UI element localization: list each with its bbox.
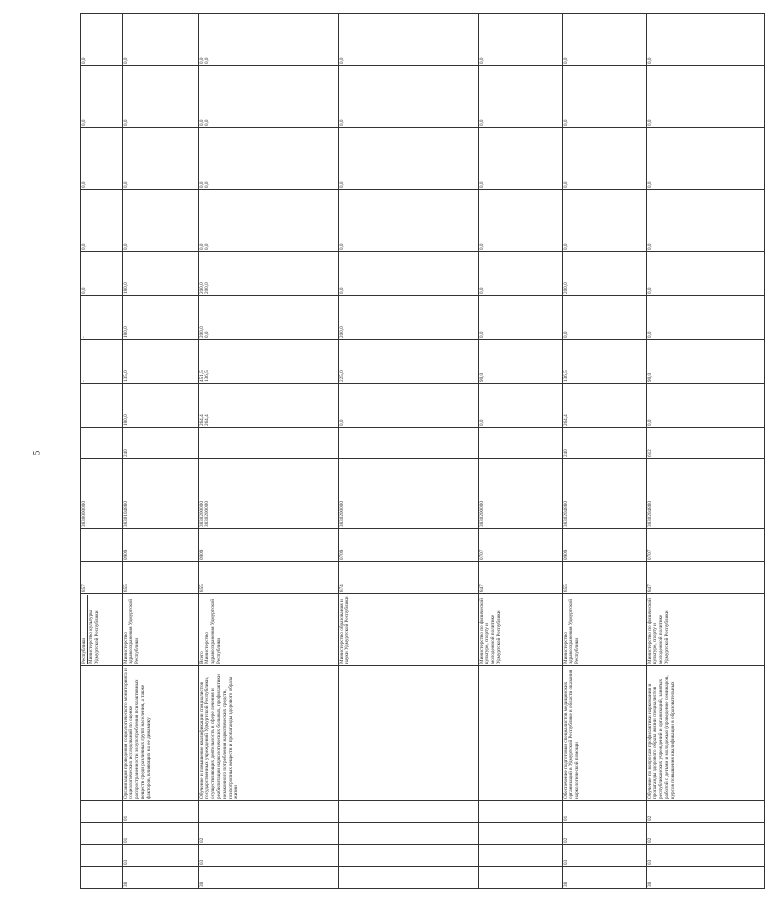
cell-rz <box>123 529 199 562</box>
cell-value: 0,0 <box>80 57 87 64</box>
cell-value: 0,0 <box>646 287 653 294</box>
cell-v2 <box>563 340 647 384</box>
cell-v3 <box>647 296 765 340</box>
cell-value: 0,0 <box>338 287 345 294</box>
cell-v5 <box>81 190 123 252</box>
cell-value: 200,0 <box>338 326 345 338</box>
rotated-table-frame <box>80 14 676 889</box>
cell-om: 02 <box>199 823 339 845</box>
cell-gp: 38 <box>563 867 647 889</box>
cell-vr <box>81 428 123 459</box>
cell-value: 847 <box>478 584 485 592</box>
cell-v2 <box>339 340 479 384</box>
cell-v2 <box>81 340 123 384</box>
cell-value: 264,4 <box>198 414 205 426</box>
cell-om <box>339 823 479 845</box>
cell-value: 0,0 <box>122 243 129 250</box>
cell-value: 0,0 <box>562 57 569 64</box>
cell-value: 0,0 <box>478 331 485 338</box>
cell-value: 3830204880 <box>562 501 569 527</box>
cell-cs <box>479 459 563 529</box>
cell-value: 264,4 <box>204 414 211 426</box>
cell-value: 200,0 <box>562 282 569 294</box>
table-row <box>81 14 123 889</box>
cell-name <box>479 666 563 801</box>
cell-om: 01 <box>123 823 199 845</box>
cell-gp: 38 <box>123 867 199 889</box>
cell-value: 3830104880 <box>122 501 129 527</box>
cell-value: 180,0 <box>122 326 129 338</box>
cell-vr <box>339 428 479 459</box>
cell-pp <box>81 845 123 867</box>
cell-value: 0,0 <box>478 287 485 294</box>
cell-value: 135,0 <box>122 370 129 382</box>
cell-value: 0,0 <box>338 181 345 188</box>
cell-v3 <box>199 296 339 340</box>
cell-v8 <box>339 14 479 66</box>
cell-v3 <box>339 296 479 340</box>
table-row <box>199 14 339 889</box>
cell-exec <box>563 594 647 666</box>
cell-grbs <box>479 562 563 594</box>
cell-v3 <box>81 296 123 340</box>
cell-v7 <box>199 66 339 128</box>
cell-v2 <box>123 340 199 384</box>
cell-value: 0,0 <box>198 181 205 188</box>
cell-v5 <box>563 190 647 252</box>
table-row <box>339 14 479 889</box>
cell-value: 0,0 <box>80 181 87 188</box>
cell-name: Организация проведения социологического мониторинга и социологических исследований по оценке распространенности злоупотребления психоактивных веществ среди различных групп населения, а также факторов, влияющих на ее динамику <box>123 666 199 801</box>
cell-value: 0,0 <box>646 243 653 250</box>
cell-value: 0,0 <box>338 57 345 64</box>
cell-v1 <box>339 384 479 428</box>
cell-grbs <box>123 562 199 594</box>
cell-value: - <box>80 380 87 382</box>
cell-value: 0,0 <box>478 181 485 188</box>
cell-v3 <box>479 296 563 340</box>
cell-value: 0909 <box>122 549 129 560</box>
cell-m <box>479 801 563 823</box>
cell-name: Обучение и повышение квалификации специалистов государственных учреждений Удмуртской Республики, осуществляющих деятельность в сфере лечения и реабилитации наркологических больных, профилактики незаконного потребления наркотических средств, психотропных веществ и пропаганды здорового образа жизни <box>199 666 339 801</box>
cell-v7 <box>81 66 123 128</box>
cell-v2 <box>647 340 765 384</box>
cell-v6 <box>563 128 647 190</box>
cell-value: 0,0 <box>646 331 653 338</box>
cell-value: 180,0 <box>122 414 129 426</box>
cell-v3 <box>563 296 647 340</box>
cell-name: Обучение по вопросам профилактики наркомании и пропаганды здорового образа жизни специалистов республиканских учреждений и организаций, занятых работой с детьми и молодежью (проведение семинаров, курсов повышения квалификации в образовательных <box>647 666 765 801</box>
page-number: 5 <box>31 450 42 456</box>
cell-value: 0,0 <box>80 243 87 250</box>
cell-value: 3830200000 <box>198 501 205 527</box>
cell-rz <box>81 529 123 562</box>
cell-cs <box>199 459 339 529</box>
cell-value: 0,0 <box>122 57 129 64</box>
cell-v4 <box>563 252 647 296</box>
cell-value: 0,0 <box>198 57 205 64</box>
cell-value: Всего <box>198 651 205 664</box>
cell-v1 <box>479 384 563 428</box>
table-row <box>479 14 563 889</box>
cell-v4 <box>647 252 765 296</box>
cell-v1 <box>199 384 339 428</box>
cell-vr <box>563 428 647 459</box>
cell-m: 02 <box>647 801 765 823</box>
cell-name <box>339 666 479 801</box>
cell-v6 <box>339 128 479 190</box>
cell-cs <box>563 459 647 529</box>
cell-value: 3830000000 <box>80 501 87 527</box>
cell-v5 <box>647 190 765 252</box>
cell-v6 <box>81 128 123 190</box>
cell-gp: 38 <box>647 867 765 889</box>
cell-v4 <box>81 252 123 296</box>
cell-value: 874 <box>338 584 345 592</box>
cell-v1 <box>647 384 765 428</box>
cell-gp <box>339 867 479 889</box>
cell-value: 0,0 <box>204 57 211 64</box>
cell-v7 <box>339 66 479 128</box>
cell-v4 <box>479 252 563 296</box>
cell-cs <box>647 459 765 529</box>
cell-value: 0,0 <box>338 419 345 426</box>
cell-value: 0,0 <box>646 419 653 426</box>
cell-rz <box>647 529 765 562</box>
cell-vr <box>123 428 199 459</box>
cell-v8 <box>123 14 199 66</box>
cell-value: Министерство культуры Удмуртской Республики <box>88 610 101 664</box>
cell-value: 136,5 <box>204 370 211 382</box>
cell-om: 02 <box>563 823 647 845</box>
cell-v4 <box>199 252 339 296</box>
cell-value: 0,0 <box>204 181 211 188</box>
cell-value: 0,0 <box>204 119 211 126</box>
cell-value: Министерство по физической культуре, спорту и молодежной политике Удмуртской Республики <box>646 598 670 664</box>
cell-pp: 03 <box>563 845 647 867</box>
cell-value: Министерство здравоохранения Удмуртской Республики <box>562 598 581 664</box>
cell-value: 0,0 <box>646 181 653 188</box>
cell-value: 0909 <box>562 549 569 560</box>
cell-rz <box>339 529 479 562</box>
cell-exec <box>647 594 765 666</box>
cell-v2 <box>199 340 339 384</box>
cell-value: 0,0 <box>80 119 87 126</box>
cell-value: 451,5 <box>198 370 205 382</box>
cell-v2 <box>479 340 563 384</box>
cell-rz <box>563 529 647 562</box>
cell-grbs <box>339 562 479 594</box>
cell-om <box>479 823 563 845</box>
cell-m: 01 <box>563 801 647 823</box>
cell-value: Министерство по физической культуре, спорту и молодежной политике Удмуртской Республики <box>478 598 502 664</box>
cell-gp <box>479 867 563 889</box>
cell-value: 857 <box>80 584 87 592</box>
cell-value: 225,0 <box>338 370 345 382</box>
cell-v7 <box>479 66 563 128</box>
cell-pp: 03 <box>123 845 199 867</box>
cell-om <box>81 823 123 845</box>
cell-v6 <box>647 128 765 190</box>
cell-value: 0,0 <box>198 243 205 250</box>
cell-value: 612 <box>646 449 653 457</box>
cell-v8 <box>199 14 339 66</box>
cell-rz <box>199 529 339 562</box>
cell-grbs <box>647 562 765 594</box>
cell-value: 855 <box>122 584 129 592</box>
cell-v1 <box>81 384 123 428</box>
cell-value: 200,0 <box>198 282 205 294</box>
cell-value: 3830200000 <box>338 501 345 527</box>
cell-v6 <box>199 128 339 190</box>
cell-m: 01 <box>123 801 199 823</box>
cell-v5 <box>479 190 563 252</box>
cell-grbs <box>199 562 339 594</box>
cell-om: 02 <box>647 823 765 845</box>
cell-v8 <box>647 14 765 66</box>
cell-v5 <box>199 190 339 252</box>
cell-value: 200,0 <box>204 282 211 294</box>
cell-value: 240 <box>122 449 129 457</box>
cell-value: 0,0 <box>122 119 129 126</box>
cell-grbs <box>81 562 123 594</box>
cell-v8 <box>81 14 123 66</box>
cell-exec <box>339 594 479 666</box>
cell-value: Министерство здравоохранения Удмуртской Республики <box>122 598 141 664</box>
cell-value: Республики <box>82 595 89 664</box>
cell-value: 855 <box>562 584 569 592</box>
cell-v7 <box>123 66 199 128</box>
cell-gp: 38 <box>199 867 339 889</box>
cell-value: 264,4 <box>562 414 569 426</box>
cell-gp <box>81 867 123 889</box>
cell-v4 <box>123 252 199 296</box>
cell-exec <box>81 594 123 666</box>
cell-value: 855 <box>198 584 205 592</box>
table-row <box>123 14 199 889</box>
cell-v5 <box>123 190 199 252</box>
table-row <box>647 14 765 889</box>
cell-exec <box>479 594 563 666</box>
cell-value: 0,0 <box>198 119 205 126</box>
cell-vr <box>199 428 339 459</box>
cell-value: 90,0 <box>478 372 485 382</box>
cell-v7 <box>647 66 765 128</box>
cell-v8 <box>563 14 647 66</box>
cell-value: - <box>80 336 87 338</box>
cell-v6 <box>479 128 563 190</box>
cell-v6 <box>123 128 199 190</box>
budget-table <box>80 13 765 889</box>
cell-cs <box>81 459 123 529</box>
cell-m <box>81 801 123 823</box>
cell-value: 0,0 <box>646 57 653 64</box>
cell-v8 <box>479 14 563 66</box>
cell-value: 200,0 <box>198 326 205 338</box>
cell-v5 <box>339 190 479 252</box>
cell-pp <box>479 845 563 867</box>
cell-value: 180,0 <box>122 282 129 294</box>
cell-value: Министерство образования и науки Удмуртской Республики <box>338 596 351 664</box>
cell-value: 0,0 <box>478 243 485 250</box>
cell-pp <box>339 845 479 867</box>
cell-v4 <box>339 252 479 296</box>
cell-value: 847 <box>646 584 653 592</box>
cell-value: 0,0 <box>338 119 345 126</box>
cell-value: 0,0 <box>204 243 211 250</box>
cell-value: 0909 <box>198 549 205 560</box>
cell-vr <box>479 428 563 459</box>
cell-value: 0,0 <box>478 119 485 126</box>
budget-table-sheet <box>80 14 676 889</box>
cell-value: 0,0 <box>478 419 485 426</box>
cell-value: 0,0 <box>562 243 569 250</box>
cell-v3 <box>123 296 199 340</box>
cell-value: 0,0 <box>562 181 569 188</box>
cell-name <box>81 666 123 801</box>
cell-rz <box>479 529 563 562</box>
cell-value: 0,0 <box>338 243 345 250</box>
cell-value: 0707 <box>478 549 485 560</box>
cell-value: 0,0 <box>562 331 569 338</box>
cell-name: Обеспечение подготовки специалистов медицинских организаций в Удмуртской Республике в области оказания наркологической помощи <box>563 666 647 801</box>
cell-v7 <box>563 66 647 128</box>
cell-v1 <box>563 384 647 428</box>
cell-v1 <box>123 384 199 428</box>
cell-cs <box>339 459 479 529</box>
cell-cs <box>123 459 199 529</box>
cell-m <box>339 801 479 823</box>
cell-value: 0,0 <box>204 331 211 338</box>
cell-value: 0,0 <box>646 119 653 126</box>
cell-value: 0709 <box>338 549 345 560</box>
cell-value: 240 <box>562 449 569 457</box>
cell-value: 3830200000 <box>204 501 211 527</box>
cell-exec <box>199 594 339 666</box>
cell-value: 3830204880 <box>646 501 653 527</box>
cell-value: 3830200000 <box>478 501 485 527</box>
table-row <box>563 14 647 889</box>
cell-grbs <box>563 562 647 594</box>
cell-value: 90,0 <box>646 372 653 382</box>
cell-value: 0,0 <box>478 57 485 64</box>
cell-value: 136,5 <box>562 370 569 382</box>
cell-exec <box>123 594 199 666</box>
cell-vr <box>647 428 765 459</box>
cell-value: 0707 <box>646 549 653 560</box>
cell-m <box>199 801 339 823</box>
cell-value: 0,0 <box>80 287 87 294</box>
cell-value: 0,0 <box>122 181 129 188</box>
cell-value: Министерство здравоохранения Удмуртской Республики <box>204 598 222 664</box>
cell-pp: 03 <box>647 845 765 867</box>
cell-value: 0,0 <box>562 119 569 126</box>
cell-pp: 03 <box>199 845 339 867</box>
